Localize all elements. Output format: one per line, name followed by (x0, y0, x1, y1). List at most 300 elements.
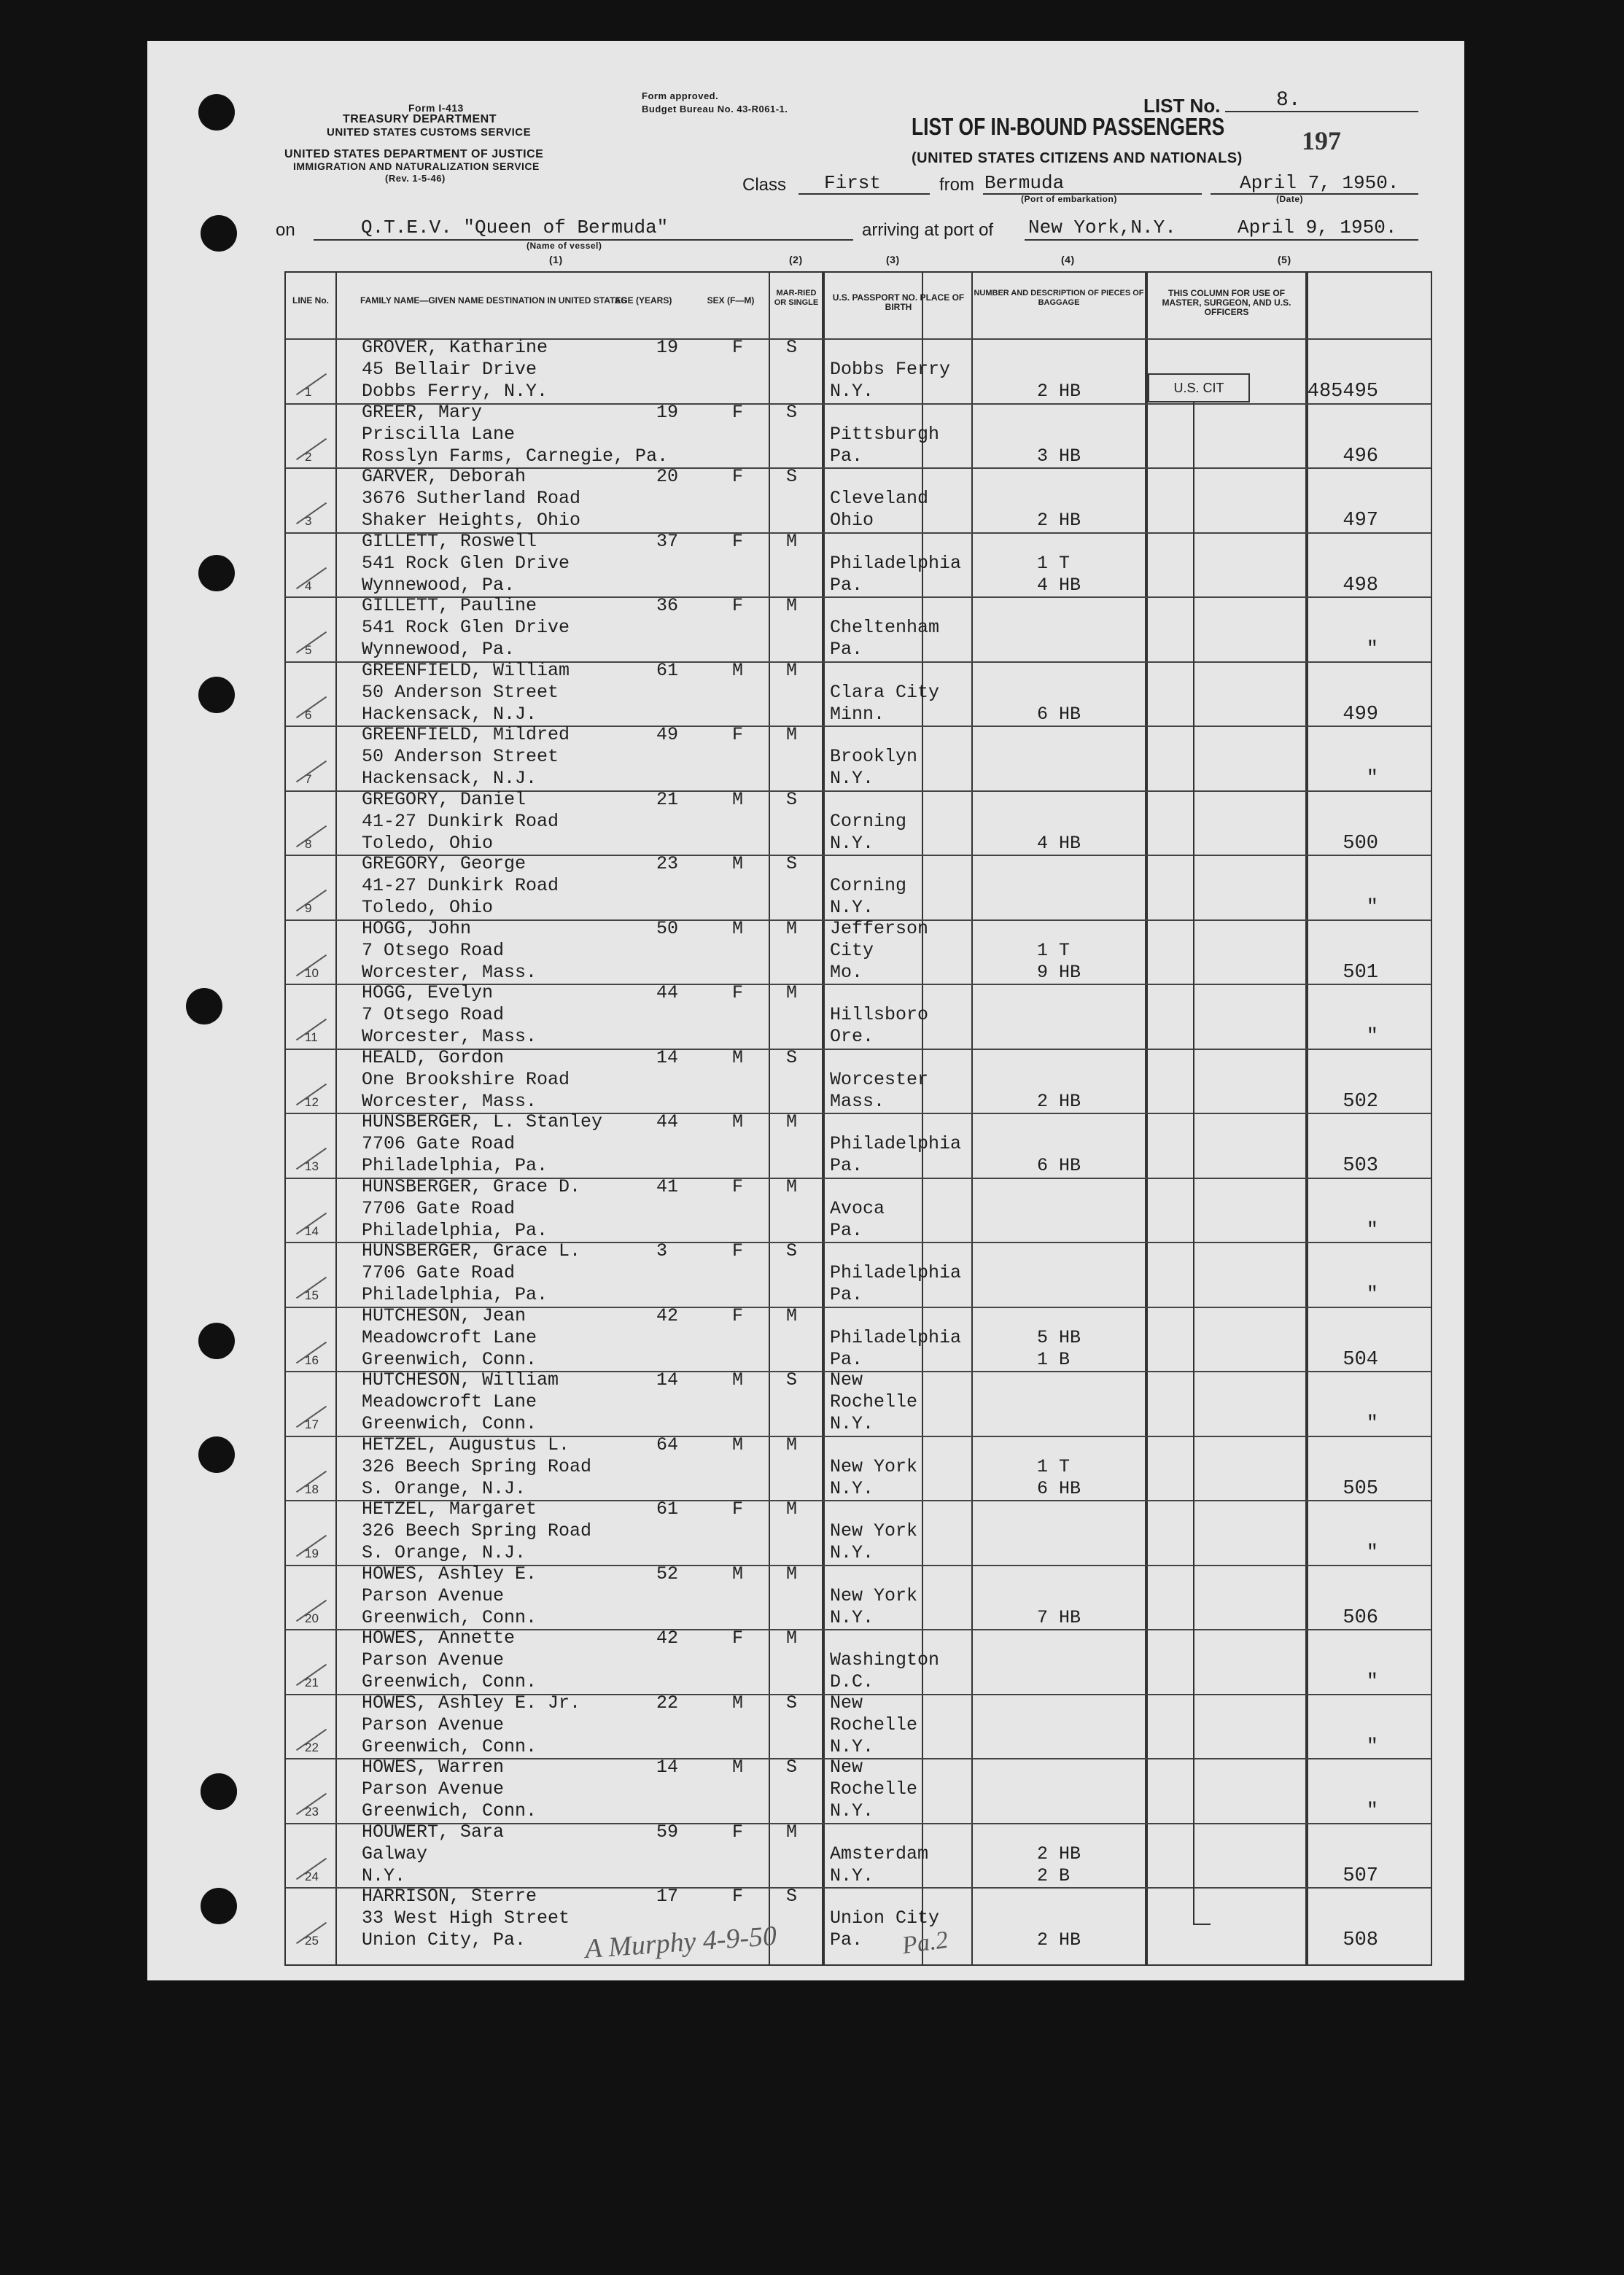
certificate-number: 498 (1343, 574, 1378, 596)
marital-status: M (786, 1628, 798, 1649)
certificate-number: " (1366, 768, 1378, 790)
address-line-2: S. Orange, N.J. (362, 1542, 527, 1563)
baggage-line-2: 4 HB (1037, 574, 1081, 596)
address-line-1: 326 Beech Spring Road (362, 1455, 592, 1477)
age: 42 (656, 1304, 679, 1326)
baggage-line-2: 1 B (1037, 1348, 1071, 1370)
birthplace-line-1: Jefferson (830, 917, 929, 939)
marital-status: S (786, 1369, 798, 1391)
birthplace-line-2: N.Y. (830, 768, 874, 789)
birthplace-line-1: Avoca (830, 1197, 885, 1219)
line-number: 11 (305, 1030, 318, 1044)
line-number: 24 (305, 1869, 319, 1883)
passenger-name: GREGORY, Daniel (362, 788, 527, 810)
birthplace-line-1: Clara City (830, 681, 940, 703)
sex: F (732, 1821, 744, 1843)
age: 61 (656, 659, 679, 681)
address-line-1: Parson Avenue (362, 1778, 505, 1800)
column-number-4: (4) (1061, 254, 1075, 265)
marital-status: M (786, 595, 798, 616)
passenger-name: HOUWERT, Sara (362, 1821, 505, 1843)
passenger-name: HOWES, Ashley E. Jr. (362, 1692, 581, 1714)
address-line-2: Wynnewood, Pa. (362, 639, 516, 660)
birthplace-line-2: N.Y. (830, 1542, 874, 1563)
address-line-1: 7706 Gate Road (362, 1262, 516, 1283)
passenger-table (284, 271, 1432, 1966)
marital-status: M (786, 917, 798, 939)
address-line-2: Worcester, Mass. (362, 1026, 537, 1047)
certificate-number: 500 (1343, 832, 1378, 855)
birthplace-line-3: N.Y. (830, 1800, 874, 1821)
address-line-2: Hackensack, N.J. (362, 703, 537, 725)
birthplace-line-1: New (830, 1692, 863, 1714)
header-officers: THIS COLUMN FOR USE OF MASTER, SURGEON, AND U.S. OFFICERS (1162, 288, 1291, 317)
marital-status: S (786, 1692, 798, 1714)
baggage-line-2: 4 HB (1037, 832, 1081, 854)
certificate-number: 499 (1343, 703, 1378, 726)
certificate-number: " (1366, 1800, 1378, 1822)
line-number: 25 (305, 1934, 319, 1948)
sex: F (732, 401, 744, 423)
age: 59 (656, 1821, 679, 1843)
birthplace-line-2: Rochelle (830, 1391, 918, 1412)
age: 14 (656, 1046, 679, 1068)
birthplace-line-2: D.C. (830, 1671, 874, 1692)
table-row (286, 1758, 1431, 1824)
passenger-name: GROVER, Katharine (362, 337, 548, 358)
line-number: 22 (305, 1740, 319, 1754)
birthplace-line-1: Corning (830, 810, 907, 832)
baggage-line-1: 2 HB (1037, 1843, 1081, 1864)
birthplace-line-2: Ohio (830, 510, 874, 531)
handwritten-initials: Pa.2 (900, 1926, 950, 1960)
address-line-1: 33 West High Street (362, 1908, 570, 1929)
birthplace-line-2: Minn. (830, 703, 885, 725)
birthplace-line-2: N.Y. (830, 897, 874, 918)
marital-status: M (786, 982, 798, 1003)
line-number: 17 (305, 1418, 319, 1431)
address-line-2: Toledo, Ohio (362, 832, 494, 854)
table-row (286, 984, 1431, 1049)
passenger-name: GREENFIELD, William (362, 659, 570, 681)
age: 3 (656, 1240, 668, 1261)
binder-hole (198, 1323, 235, 1359)
birthplace-line-1: New (830, 1369, 863, 1391)
address-line-2: Dobbs Ferry, N.Y. (362, 381, 548, 402)
sex: M (732, 1046, 744, 1068)
birthplace-line-2: Pa. (830, 1155, 863, 1176)
dept-treasury: TREASURY DEPARTMENT (343, 113, 497, 125)
marital-status: M (786, 1821, 798, 1843)
line-number: 5 (305, 643, 312, 657)
birthplace-line-1: Philadelphia (830, 1326, 962, 1348)
sex: M (732, 1434, 744, 1455)
birthplace-line-2: Pa. (830, 1219, 863, 1241)
address-line-1: 7 Otsego Road (362, 1004, 505, 1025)
passenger-name: HETZEL, Augustus L. (362, 1434, 570, 1455)
sex: M (732, 1757, 744, 1778)
table-row (286, 1113, 1431, 1178)
address-line-2: Philadelphia, Pa. (362, 1155, 548, 1176)
birthplace-line-1: Dobbs Ferry (830, 359, 951, 380)
age: 19 (656, 337, 679, 358)
address-line-1: 3676 Sutherland Road (362, 488, 581, 509)
birthplace-line-2: Pa. (830, 445, 863, 467)
line-number: 1 (305, 385, 312, 399)
age: 52 (656, 1563, 679, 1584)
line-number: 15 (305, 1288, 319, 1302)
certificate-number: " (1366, 1671, 1378, 1693)
arrival-underline (1025, 239, 1418, 241)
column-number-2: (2) (789, 254, 803, 265)
marital-status: S (786, 1757, 798, 1778)
header-name: FAMILY NAME—GIVEN NAME DESTINATION IN UNITED STATES (360, 295, 627, 306)
age: 23 (656, 853, 679, 874)
marital-status: S (786, 1886, 798, 1907)
binder-hole (186, 988, 222, 1024)
address-line-2: Union City, Pa. (362, 1929, 527, 1951)
address-line-2: N.Y. (362, 1864, 406, 1886)
baggage-line-2: 9 HB (1037, 961, 1081, 983)
passenger-name: HOWES, Annette (362, 1628, 516, 1649)
binder-hole (201, 215, 237, 252)
line-number: 16 (305, 1353, 319, 1367)
sex: M (732, 1111, 744, 1132)
budget-bureau: Budget Bureau No. 43-R061-1. (642, 104, 788, 114)
age: 20 (656, 466, 679, 487)
baggage-line-1: 1 T (1037, 939, 1071, 961)
line-number: 4 (305, 578, 312, 593)
header-married: MAR-RIED OR SINGLE (774, 289, 819, 307)
header-line-no: LINE No. (292, 295, 329, 306)
form-revision: (Rev. 1-5-46) (385, 173, 446, 184)
line-number: 10 (305, 965, 319, 980)
binder-hole (198, 555, 235, 591)
birthplace-line-1: New (830, 1757, 863, 1778)
sex: F (732, 1886, 744, 1907)
line-number: 20 (305, 1611, 319, 1625)
passenger-name: HOGG, John (362, 917, 472, 939)
sex: M (732, 788, 744, 810)
marital-status: M (786, 1175, 798, 1197)
marital-status: S (786, 1240, 798, 1261)
list-no-value: 8. (1276, 89, 1301, 112)
passenger-name: HUNSBERGER, L. Stanley (362, 1111, 603, 1132)
birthplace-line-2: Rochelle (830, 1714, 918, 1735)
baggage-line-1: 1 T (1037, 1455, 1071, 1477)
certificate-number: 506 (1343, 1606, 1378, 1629)
address-line-2: Worcester, Mass. (362, 1090, 537, 1112)
certificate-number: 502 (1343, 1090, 1378, 1113)
bracket-foot (1193, 1924, 1211, 1925)
line-number: 19 (305, 1547, 319, 1560)
table-row (286, 596, 1431, 662)
line-number: 12 (305, 1094, 319, 1109)
address-line-1: 41-27 Dunkirk Road (362, 875, 559, 896)
baggage-line-2: 2 HB (1037, 1929, 1081, 1951)
address-line-2: Shaker Heights, Ohio (362, 510, 581, 531)
marital-status: M (786, 1304, 798, 1326)
age: 44 (656, 1111, 679, 1132)
table-row (286, 1694, 1431, 1759)
date-caption: (Date) (1276, 194, 1304, 204)
table-row (286, 338, 1431, 404)
line-number: 23 (305, 1805, 319, 1819)
sex: F (732, 1498, 744, 1520)
sex: F (732, 337, 744, 358)
birthplace-line-2: Rochelle (830, 1778, 918, 1800)
list-no-label: LIST No. (1143, 95, 1221, 117)
address-line-2: Greenwich, Conn. (362, 1671, 537, 1692)
baggage-line-2: 6 HB (1037, 1477, 1081, 1499)
birthplace-line-1: New York (830, 1455, 918, 1477)
table-row (286, 1629, 1431, 1695)
passenger-name: GILLETT, Pauline (362, 595, 537, 616)
class-label: Class (742, 175, 787, 195)
address-line-1: Parson Avenue (362, 1584, 505, 1606)
address-line-1: 50 Anderson Street (362, 746, 559, 767)
address-line-1: 45 Bellair Drive (362, 359, 537, 380)
birthplace-line-1: Brooklyn (830, 746, 918, 767)
baggage-line-1: 1 T (1037, 552, 1071, 574)
table-row (286, 403, 1431, 469)
address-line-1: Meadowcroft Lane (362, 1326, 537, 1348)
line-number: 3 (305, 514, 312, 528)
age: 17 (656, 1886, 679, 1907)
certificate-number: 503 (1343, 1155, 1378, 1177)
baggage-line-2: 2 HB (1037, 510, 1081, 531)
line-number: 6 (305, 707, 312, 722)
address-line-2: Rosslyn Farms, Carnegie, Pa. (362, 445, 669, 467)
birthplace-line-1: Corning (830, 875, 907, 896)
baggage-line-2: 7 HB (1037, 1606, 1081, 1628)
dept-justice: UNITED STATES DEPARTMENT OF JUSTICE (284, 148, 544, 160)
certificate-number: 496 (1343, 445, 1378, 467)
birthplace-line-2: City (830, 939, 874, 961)
passenger-name: HETZEL, Margaret (362, 1498, 537, 1520)
marital-status: M (786, 659, 798, 681)
sex: F (732, 1240, 744, 1261)
age: 44 (656, 982, 679, 1003)
dept-customs: UNITED STATES CUSTOMS SERVICE (327, 126, 532, 139)
baggage-line-2: 3 HB (1037, 445, 1081, 467)
certificate-number: 485495 (1307, 381, 1378, 402)
certificate-number: " (1366, 639, 1378, 661)
table-row (286, 1371, 1431, 1436)
sex: M (732, 853, 744, 874)
address-line-2: Greenwich, Conn. (362, 1606, 537, 1628)
address-line-2: S. Orange, N.J. (362, 1477, 527, 1499)
address-line-1: 541 Rock Glen Drive (362, 617, 570, 638)
class-value: First (824, 172, 882, 194)
sex: F (732, 595, 744, 616)
birthplace-line-1: Philadelphia (830, 1262, 962, 1283)
binder-hole (198, 677, 235, 713)
marital-status: M (786, 1434, 798, 1455)
inspector-signature: A Murphy 4-9-50 (583, 1920, 778, 1965)
arriving-label: arriving at port of (862, 220, 994, 240)
column-number-5: (5) (1278, 254, 1291, 265)
passenger-name: HUTCHESON, Jean (362, 1304, 527, 1326)
birthplace-line-2: Pa. (830, 1929, 863, 1951)
form-approved: Form approved. (642, 90, 719, 101)
sex: F (732, 1304, 744, 1326)
citizen-stamp: U.S. CIT (1148, 373, 1250, 402)
certificate-number: " (1366, 1735, 1378, 1758)
age: 37 (656, 530, 679, 552)
line-number: 14 (305, 1224, 319, 1238)
page-number: 197 (1302, 126, 1341, 155)
address-line-1: 7706 Gate Road (362, 1133, 516, 1154)
passenger-name: GARVER, Deborah (362, 466, 527, 487)
table-row (286, 790, 1431, 856)
passenger-name: HARRISON, Sterre (362, 1886, 537, 1907)
table-row (286, 919, 1431, 985)
address-line-1: One Brookshire Road (362, 1068, 570, 1090)
arrival-date: April 9, 1950. (1238, 217, 1397, 238)
table-row (286, 1500, 1431, 1566)
passenger-name: HOGG, Evelyn (362, 982, 494, 1003)
age: 19 (656, 401, 679, 423)
address-line-2: Wynnewood, Pa. (362, 574, 516, 596)
sex: M (732, 1692, 744, 1714)
page-subtitle: (UNITED STATES CITIZENS AND NATIONALS) (912, 150, 1243, 166)
line-number: 13 (305, 1159, 319, 1173)
binder-hole (198, 94, 235, 131)
birthplace-line-1: Pittsburgh (830, 423, 940, 445)
list-no-underline (1225, 111, 1418, 112)
passenger-name: GILLETT, Roswell (362, 530, 537, 552)
address-line-2: Greenwich, Conn. (362, 1348, 537, 1370)
certificate-number: 504 (1343, 1348, 1378, 1371)
column-number-1: (1) (549, 254, 563, 265)
address-line-1: Parson Avenue (362, 1714, 505, 1735)
marital-status: S (786, 788, 798, 810)
passenger-name: HUTCHESON, William (362, 1369, 559, 1391)
sex: F (732, 982, 744, 1003)
header-baggage: NUMBER AND DESCRIPTION OF PIECES OF BAGGAGE (974, 289, 1144, 307)
sex: F (732, 466, 744, 487)
baggage-line-1: 5 HB (1037, 1326, 1081, 1348)
sex: F (732, 530, 744, 552)
sex: M (732, 917, 744, 939)
sex: F (732, 1175, 744, 1197)
certificate-number: 505 (1343, 1477, 1378, 1500)
marital-status: M (786, 530, 798, 552)
marital-status: S (786, 1046, 798, 1068)
address-line-1: Parson Avenue (362, 1649, 505, 1671)
birthplace-line-2: Mass. (830, 1090, 885, 1112)
passenger-name: GREENFIELD, Mildred (362, 724, 570, 745)
certificate-number: 497 (1343, 510, 1378, 532)
marital-status: S (786, 853, 798, 874)
address-line-1: Priscilla Lane (362, 423, 516, 445)
table-row (286, 726, 1431, 791)
address-line-1: 41-27 Dunkirk Road (362, 810, 559, 832)
table-row (286, 661, 1431, 727)
baggage-line-2: 6 HB (1037, 1155, 1081, 1176)
line-number: 9 (305, 901, 312, 915)
sex: M (732, 1369, 744, 1391)
age: 22 (656, 1692, 679, 1714)
departure-date: April 7, 1950. (1240, 172, 1399, 194)
birthplace-line-2: Pa. (830, 574, 863, 596)
on-label: on (276, 220, 295, 240)
address-line-2: Greenwich, Conn. (362, 1800, 537, 1821)
birthplace-line-3: N.Y. (830, 1735, 874, 1757)
birthplace-line-1: Hillsboro (830, 1004, 929, 1025)
address-line-1: 50 Anderson Street (362, 681, 559, 703)
address-line-1: 7 Otsego Road (362, 939, 505, 961)
certificate-number: 501 (1343, 961, 1378, 984)
line-number: 7 (305, 772, 312, 786)
age: 49 (656, 724, 679, 745)
passenger-name: HEALD, Gordon (362, 1046, 505, 1068)
birthplace-line-1: Washington (830, 1649, 940, 1671)
table-row (286, 532, 1431, 598)
address-line-1: 326 Beech Spring Road (362, 1520, 592, 1541)
age: 41 (656, 1175, 679, 1197)
line-number: 8 (305, 836, 312, 851)
age: 61 (656, 1498, 679, 1520)
birthplace-line-2: Pa. (830, 1348, 863, 1370)
form-number: Form I-413 (408, 102, 464, 114)
vessel-caption: (Name of vessel) (527, 241, 602, 251)
birthplace-line-1: Union City (830, 1908, 940, 1929)
table-row (286, 1887, 1431, 1953)
port-embark-caption: (Port of embarkation) (1021, 194, 1117, 204)
birthplace-line-2: Pa. (830, 1284, 863, 1305)
table-row (286, 1304, 1431, 1372)
arrival-port: New York,N.Y. (1028, 217, 1176, 238)
address-line-2: Greenwich, Conn. (362, 1413, 537, 1434)
birthplace-line-2: Pa. (830, 639, 863, 660)
dept-immigration: IMMIGRATION AND NATURALIZATION SERVICE (293, 160, 540, 172)
table-row (286, 1046, 1431, 1114)
sex: M (732, 659, 744, 681)
birthplace-line-1: Amsterdam (830, 1843, 929, 1864)
birthplace-line-2: N.Y. (830, 381, 874, 402)
table-row (286, 1436, 1431, 1501)
birthplace-line-2: N.Y. (830, 1864, 874, 1886)
table-row (286, 855, 1431, 920)
passenger-name: GREER, Mary (362, 401, 483, 423)
certificate-number: " (1366, 1219, 1378, 1242)
address-line-2: Greenwich, Conn. (362, 1735, 537, 1757)
age: 21 (656, 788, 679, 810)
table-row (286, 1242, 1431, 1307)
certificate-number: " (1366, 1542, 1378, 1564)
passenger-name: HOWES, Warren (362, 1757, 505, 1778)
address-line-1: Meadowcroft Lane (362, 1391, 537, 1412)
address-line-2: Philadelphia, Pa. (362, 1284, 548, 1305)
column-number-3: (3) (886, 254, 900, 265)
age: 42 (656, 1628, 679, 1649)
binder-hole (201, 1773, 237, 1810)
birthplace-line-1: Philadelphia (830, 552, 962, 574)
birthplace-line-3: N.Y. (830, 1413, 874, 1434)
baggage-line-2: 2 HB (1037, 1090, 1081, 1112)
marital-status: S (786, 466, 798, 487)
age: 64 (656, 1434, 679, 1455)
marital-status: M (786, 1111, 798, 1132)
baggage-line-2: 2 HB (1037, 381, 1081, 402)
birthplace-line-1: Cleveland (830, 488, 929, 509)
marital-status: S (786, 337, 798, 358)
birthplace-line-1: Philadelphia (830, 1133, 962, 1154)
sex: M (732, 1563, 744, 1584)
birthplace-line-1: New York (830, 1520, 918, 1541)
